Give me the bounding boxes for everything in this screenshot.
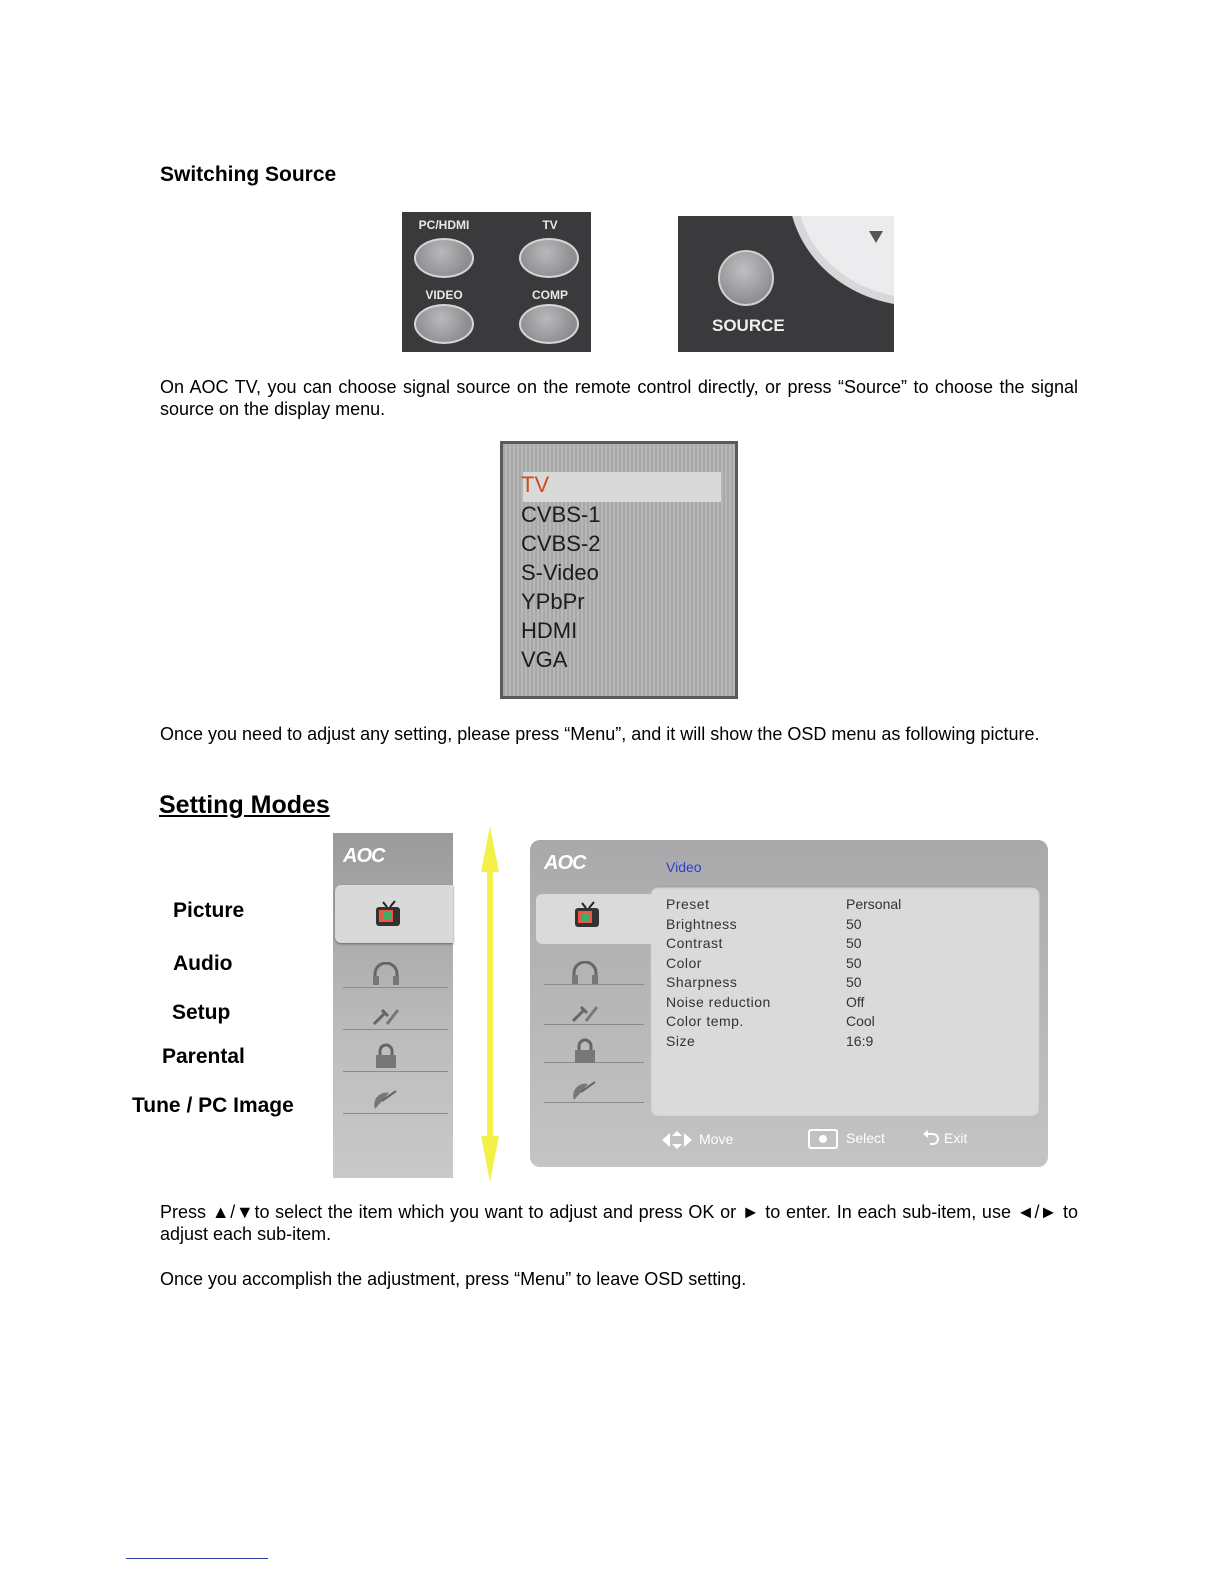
lock-icon[interactable]: [570, 1038, 600, 1064]
satellite-icon[interactable]: [570, 1078, 600, 1104]
osd-video-menu: [530, 840, 1048, 1167]
setting-value: Off: [846, 993, 865, 1010]
setting-value: 16:9: [846, 1032, 874, 1049]
paragraph-navigation-instructions: Press ▲/▼to select the item which you want to adjust and press OK or ► to enter. In each sub-item, use ◄/► to adjust each sub-item.: [160, 1202, 1078, 1244]
footnote-separator: [126, 1558, 268, 1559]
divider: [343, 1071, 448, 1072]
setup-icon[interactable]: [570, 1000, 600, 1026]
setting-label[interactable]: Preset: [666, 896, 710, 912]
paragraph-menu-intro: Once you need to adjust any setting, please press “Menu”, and it will show the OSD menu as following picture.: [160, 724, 1040, 744]
lock-icon[interactable]: [371, 1043, 401, 1069]
setup-icon[interactable]: [371, 1003, 401, 1029]
setting-label[interactable]: Noise reduction: [666, 993, 771, 1010]
footer-select: Select: [846, 1130, 885, 1146]
osd-category-strip: [333, 833, 453, 1178]
source-selected-highlight: [523, 472, 721, 502]
heading-switching-source: Switching Source: [160, 163, 337, 186]
select-icon: [808, 1129, 838, 1149]
mode-label-picture: Picture: [173, 899, 245, 922]
audio-icon[interactable]: [371, 961, 401, 987]
setting-label[interactable]: Brightness: [666, 915, 738, 932]
footer-exit: Exit: [944, 1130, 968, 1146]
down-arrow-icon: [868, 230, 884, 244]
tv-icon[interactable]: [572, 902, 602, 928]
divider: [343, 1113, 448, 1114]
setting-value: Cool: [846, 1013, 875, 1029]
pc-hdmi-label: PC/HDMI: [418, 218, 470, 232]
setting-label[interactable]: Size: [666, 1032, 696, 1049]
tv-label: TV: [542, 218, 558, 232]
source-menu-item[interactable]: CVBS-1: [521, 502, 601, 527]
tv-icon[interactable]: [373, 901, 403, 927]
source-menu-item[interactable]: CVBS-2: [521, 531, 601, 556]
setting-label[interactable]: Contrast: [666, 935, 723, 951]
source-menu-item[interactable]: TV: [521, 472, 550, 497]
source-button[interactable]: [718, 250, 774, 306]
video-label: VIDEO: [425, 288, 463, 302]
satellite-icon[interactable]: [371, 1087, 401, 1113]
setting-label[interactable]: Color: [666, 954, 702, 971]
heading-setting-modes: Setting Modes: [159, 791, 330, 819]
source-selection-menu: [500, 441, 738, 699]
up-down-arrow-icon: [480, 826, 500, 1182]
aoc-logo: AOC: [544, 852, 586, 874]
paragraph-exit-instructions: Once you accomplish the adjustment, press “Menu” to leave OSD setting.: [160, 1269, 747, 1289]
setting-value: 50: [846, 974, 862, 990]
mode-label-audio: Audio: [173, 952, 233, 975]
osd-title: Video: [666, 859, 702, 875]
exit-icon: [922, 1130, 940, 1148]
audio-icon[interactable]: [570, 960, 600, 986]
divider: [343, 1029, 448, 1030]
source-menu-item[interactable]: S-Video: [521, 560, 599, 585]
setting-value: 50: [846, 915, 862, 932]
paragraph-source-intro: On AOC TV, you can choose signal source on the remote control directly, or press “Source” to choose the signal source on the display menu.: [160, 377, 1078, 419]
remote-source-buttons-photo: [402, 212, 591, 352]
setting-value: Personal: [846, 896, 902, 912]
tv-button[interactable]: [519, 238, 579, 278]
setting-label[interactable]: Color temp.: [666, 1013, 744, 1029]
source-menu-item[interactable]: VGA: [521, 647, 568, 672]
source-menu-item[interactable]: YPbPr: [521, 589, 585, 614]
pc-hdmi-button[interactable]: [414, 238, 474, 278]
video-button[interactable]: [414, 304, 474, 344]
setting-value: 50: [846, 954, 862, 971]
source-menu-item[interactable]: HDMI: [521, 618, 578, 643]
footer-move: Move: [699, 1131, 734, 1147]
comp-button[interactable]: [519, 304, 579, 344]
comp-label: COMP: [532, 288, 568, 302]
source-label: SOURCE: [712, 316, 785, 335]
mode-label-parental: Parental: [162, 1045, 245, 1068]
move-icon: [660, 1130, 694, 1150]
divider: [343, 987, 448, 988]
setting-label[interactable]: Sharpness: [666, 974, 738, 990]
mode-label-setup: Setup: [172, 1001, 231, 1024]
setting-value: 50: [846, 935, 862, 951]
aoc-logo: AOC: [343, 845, 385, 867]
remote-source-key-photo: [678, 216, 894, 352]
mode-label-tune-pc-image: Tune / PC Image: [132, 1094, 294, 1117]
